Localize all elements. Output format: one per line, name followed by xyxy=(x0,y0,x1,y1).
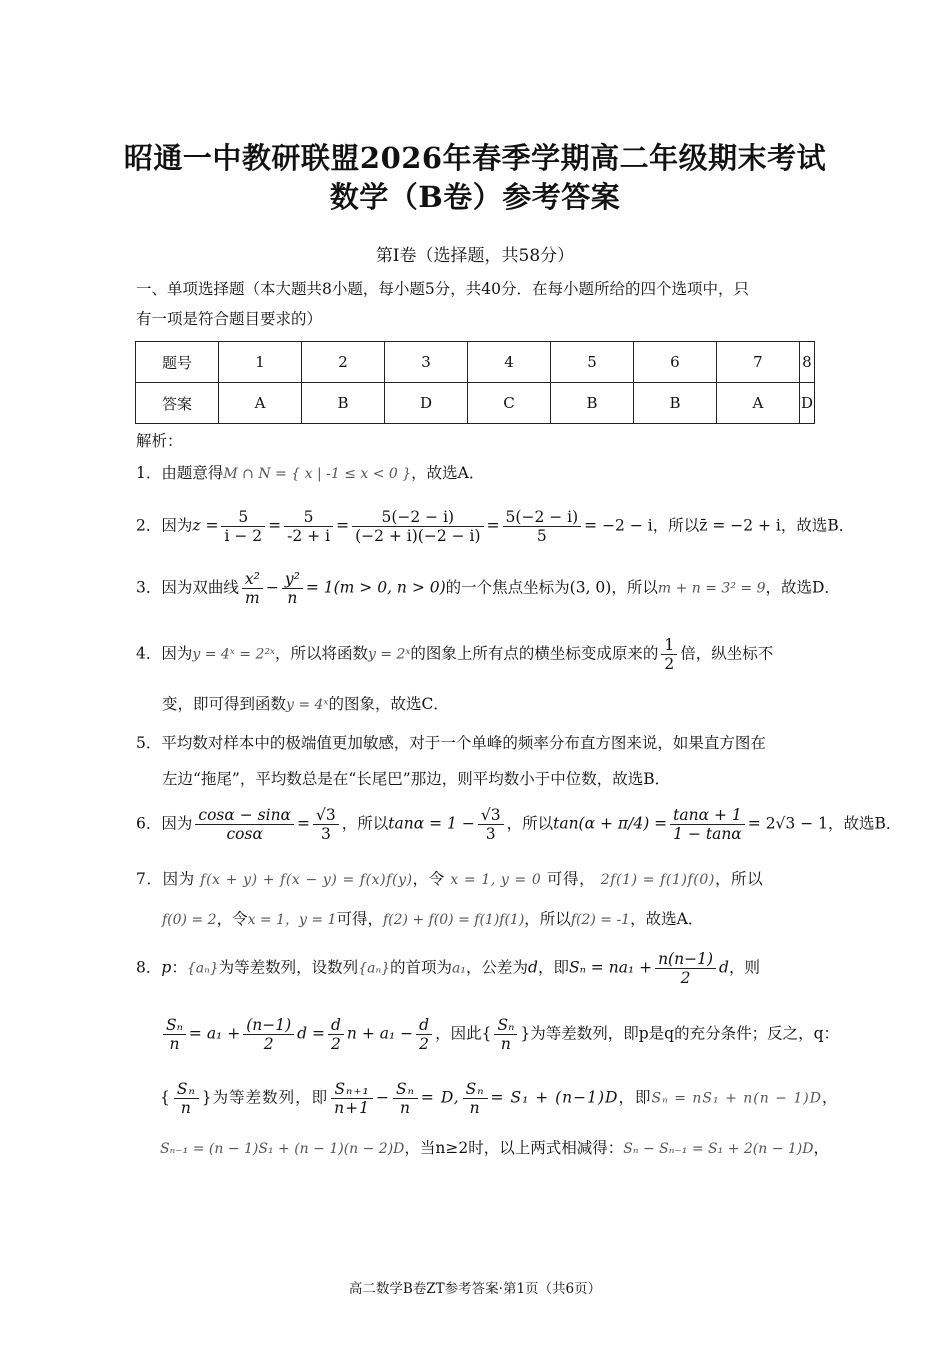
solution-7-line-2: f(0) = 2，令x = 1，y = 1可得，f(2) + f(0) = f(1)f(1)，所以f(2) = -1，故选A． xyxy=(162,910,704,928)
answer-cell: D xyxy=(799,383,814,424)
number-cell: 7 xyxy=(716,342,799,383)
title-line-1: 昭通一中教研联盟2026年春季学期高二年级期末考试 xyxy=(123,141,827,175)
solution-7-line-1: 7．因为 f(x + y) + f(x − y) = f(x)f(y)，令 x = 1, y = 0 可得， 2f(1) = f(1)f(0)，所以 xyxy=(136,870,764,888)
solution-8-line-1: 8．p：{aₙ}为等差数列，设数列{aₙ}的首项为a₁，公差为d，即Sₙ = na₁ + $\frac{n(n-1)}{2}$ d，则 xyxy=(136,950,760,987)
part1-instruction-2: 有一项是符合题目要求的） xyxy=(136,310,323,328)
answer-cell: D xyxy=(385,383,468,424)
answer-cell: C xyxy=(468,383,551,424)
solution-4-line-2: 变，即可得到函数y = 4ˣ的图象，故选C． xyxy=(162,695,449,713)
solution-5-line-2: 左边“拖尾”，平均数总是在“长尾巴”那边，则平均数小于中位数，故选B． xyxy=(162,770,671,788)
answer-cell: B xyxy=(551,383,634,424)
number-cell: 3 xyxy=(385,342,468,383)
part1-instruction-1: 一、单项选择题（本大题共8小题，每小题5分，共40分．在每小题所给的四个选项中，只 xyxy=(136,280,749,298)
number-cell: 6 xyxy=(633,342,716,383)
answer-cell: B xyxy=(302,383,385,424)
header-cell: 题号 xyxy=(136,342,219,383)
number-cell: 2 xyxy=(302,342,385,383)
solution-8-line-3: { $\frac{\text{Sₙ}}{n}$ }为等差数列，即 $\frac{\text{Sₙ₊₁}}{n+1}$ − $\frac{\text{Sₙ}}{n}$ = D, $\frac{\text{Sₙ}}{n}$ = S₁ + (n−1)D，即Sₙ = nS₁ + n(n − 1)D， xyxy=(160,1080,839,1117)
number-cell: 8 xyxy=(799,342,814,383)
title-line-2: 数学（B卷）参考答案 xyxy=(329,180,621,214)
table-row-answers xyxy=(136,383,815,424)
solution-2: 2．因为z = $\frac{5}{i - 2}$ = $\frac{5}{-2 + i}$ = $\frac{5(-2 - i)}{(-2 + i)(-2 - i)}$ = $\frac{5(-2 - i)}{5}$ = −2 − i，所以z̄ = −2 + i，故选B． xyxy=(136,508,855,545)
number-cell: 4 xyxy=(468,342,551,383)
header-cell: 答案 xyxy=(136,383,219,424)
analysis-label: 解析： xyxy=(136,432,183,450)
solution-6: 6．因为 $\frac{\cos\alpha - \sin\alpha}{\cos\alpha}$ = $\frac{√3}{3}$ ，所以tanα = 1 − $\frac{√3}{3}$ ，所以tan(α + π/4) = $\frac{\tan\alpha + 1}{1 - \tan\alpha}$ = 2√3 − 1，故选B． xyxy=(136,806,902,843)
answer-cell: A xyxy=(219,383,302,424)
section-title: 第Ⅰ卷（选择题，共58分） xyxy=(375,246,575,266)
number-cell: 5 xyxy=(551,342,634,383)
solution-5-line-1: 5．平均数对样本中的极端值更加敏感，对于一个单峰的频率分布直方图来说，如果直方图在 xyxy=(136,734,766,752)
solution-4-line-1: 4．因为y = 4ˣ = 2²ˣ，所以将函数y = 2ˣ的图象上所有点的横坐标变成原来的 $\frac{1}{2}$ 倍，纵坐标不 xyxy=(136,636,774,673)
solution-8-line-2: $\frac{\text{Sₙ}}{n}$ = a₁ + $\frac{(n-1)}{2}$ d = $\frac{d}{2}$ n + a₁ − $\frac{d}{2}$ ，因此{ $\frac{\text{Sₙ}}{n}$ }为等差数列，即p是q的充分条件；反之，q： xyxy=(160,1016,818,1053)
page-footer: 高二数学B卷ZT参考答案·第1页（共6页） xyxy=(348,1281,602,1297)
number-cell: 1 xyxy=(219,342,302,383)
solution-1: 1．由题意得M ∩ N = { x | -1 ≤ x < 0 }，故选A． xyxy=(136,464,485,482)
answer-cell: B xyxy=(633,383,716,424)
table-row-numbers xyxy=(136,342,815,383)
solution-3: 3．因为双曲线 $\frac{\text{x²}}{m}$ − $\frac{\text{y²}}{n}$ = 1(m > 0, n > 0)的一个焦点坐标为(3, 0)，所以m + n = 3² = 9，故选D． xyxy=(136,570,840,607)
solution-8-line-4: Sₙ₋₁ = (n − 1)S₁ + (n − 1)(n − 2)D，当n≥2时，以上两式相减得：Sₙ − Sₙ₋₁ = S₁ + 2(n − 1)D， xyxy=(160,1139,830,1157)
answer-table xyxy=(135,341,815,424)
answer-cell: A xyxy=(716,383,799,424)
